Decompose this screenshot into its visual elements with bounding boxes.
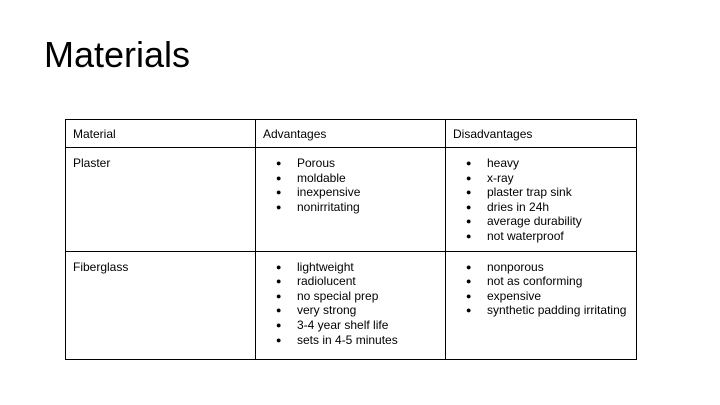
- list-item: ● synthetic padding irritating: [466, 303, 629, 318]
- table-row-plaster: [66, 148, 637, 252]
- table-row-fiberglass: [66, 251, 637, 359]
- table-header-row: [66, 120, 637, 148]
- list-item: ● not as conforming: [466, 274, 629, 289]
- list-item: ● radiolucent: [276, 274, 438, 289]
- list-item: ● nonirritating: [276, 200, 438, 215]
- list-item: ● lightweight: [276, 260, 438, 275]
- list-item: ● no special prep: [276, 289, 438, 304]
- list-item: ● dries in 24h: [466, 200, 629, 215]
- list-item: ● Porous: [276, 156, 438, 171]
- list-item: ● heavy: [466, 156, 629, 171]
- list-item: ● inexpensive: [276, 185, 438, 200]
- advantages-list: [263, 260, 438, 348]
- list-item: ● sets in 4-5 minutes: [276, 333, 438, 348]
- list-item: ● very strong: [276, 303, 438, 318]
- material-cell: Fiberglass: [66, 251, 256, 359]
- list-item: ● x-ray: [466, 171, 629, 186]
- list-item: ● moldable: [276, 171, 438, 186]
- header-material: Material: [66, 120, 256, 148]
- advantages-list: [263, 156, 438, 214]
- list-item: ● plaster trap sink: [466, 185, 629, 200]
- disadvantages-cell: [446, 251, 637, 359]
- list-item: ● nonporous: [466, 260, 629, 275]
- advantages-cell: [256, 148, 446, 252]
- list-item: ● not waterproof: [466, 229, 629, 244]
- disadvantages-cell: [446, 148, 637, 252]
- disadvantages-list: [453, 156, 629, 244]
- material-cell: Plaster: [66, 148, 256, 252]
- list-item: ● 3-4 year shelf life: [276, 318, 438, 333]
- advantages-cell: [256, 251, 446, 359]
- list-item: ● expensive: [466, 289, 629, 304]
- slide-title: Materials: [44, 34, 191, 75]
- header-advantages: Advantages: [256, 120, 446, 148]
- list-item: ● average durability: [466, 214, 629, 229]
- header-disadvantages: Disadvantages: [446, 120, 637, 148]
- disadvantages-list: [453, 260, 629, 318]
- materials-table: [65, 119, 637, 360]
